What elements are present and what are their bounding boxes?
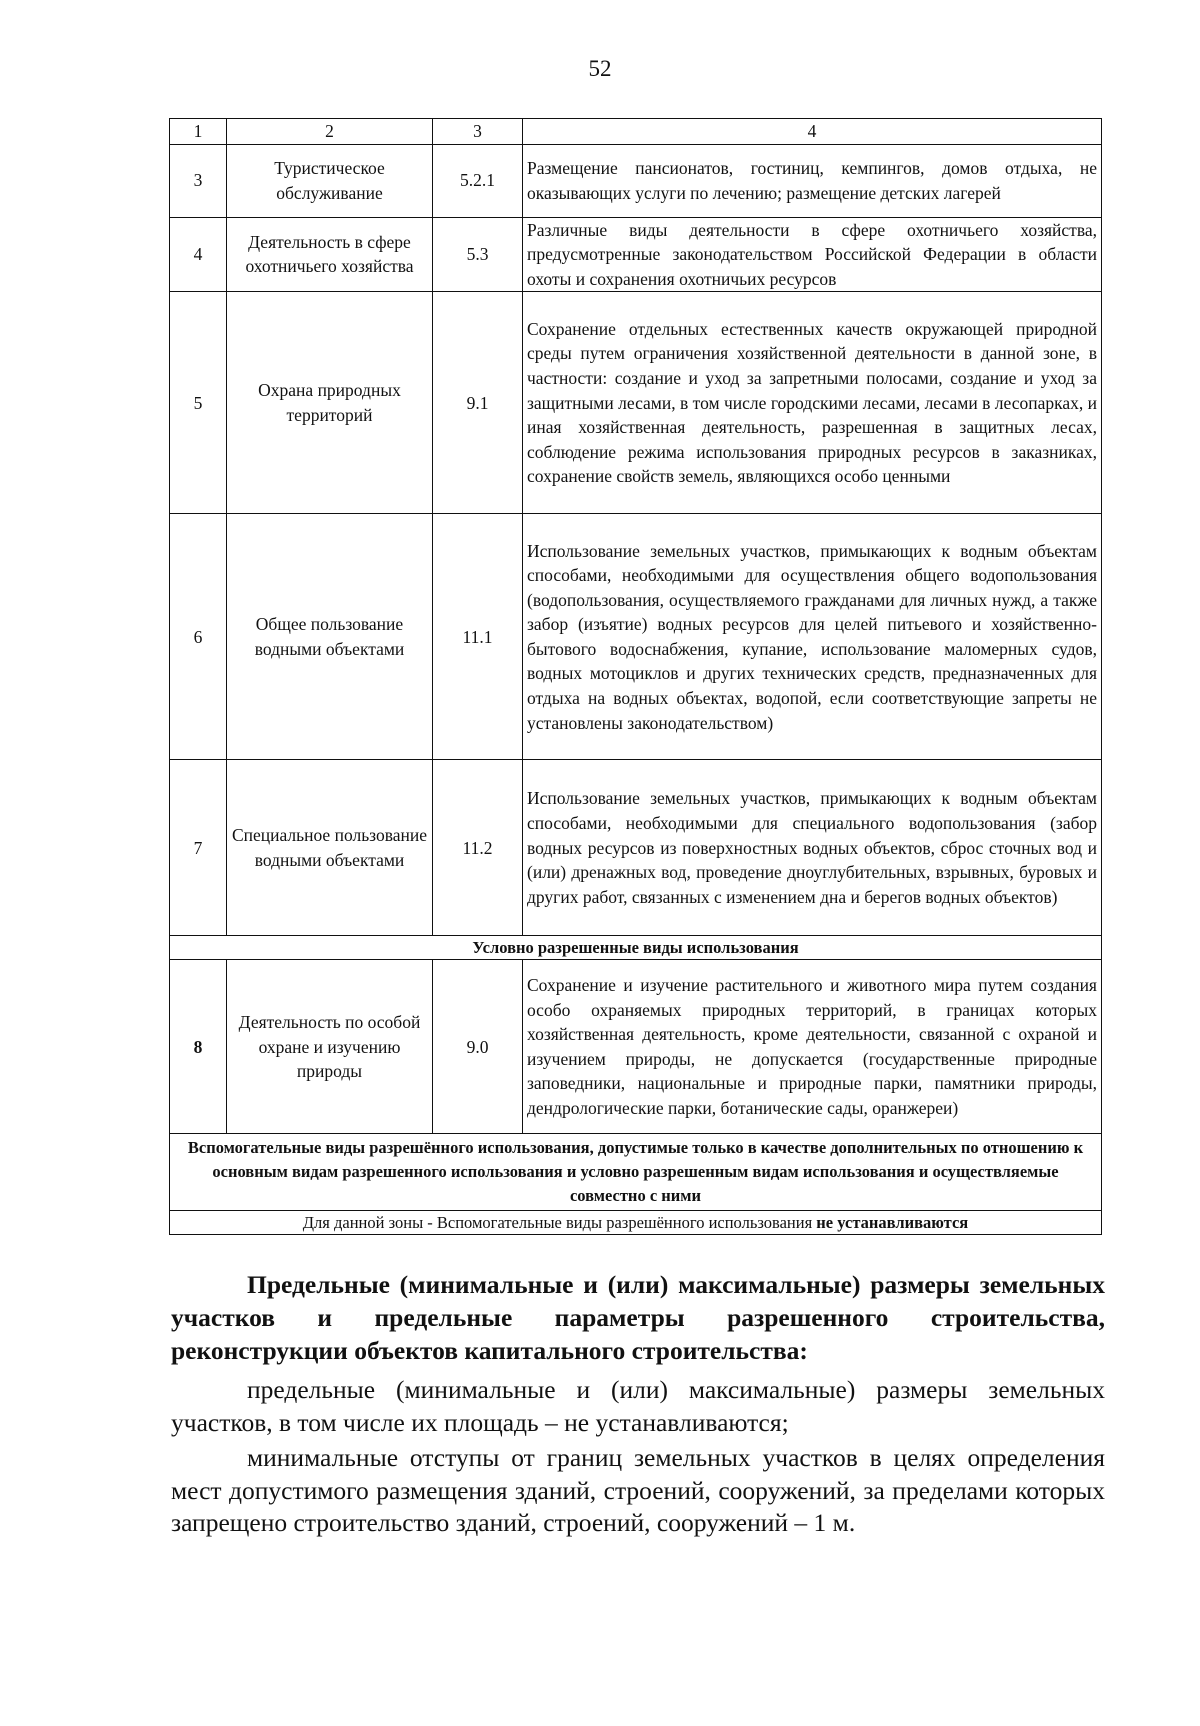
table-header-row bbox=[170, 119, 1102, 145]
zone-note-bold: не устанавливаются bbox=[816, 1213, 969, 1233]
conditional-section-title: Условно разрешенные виды использования bbox=[170, 936, 1102, 960]
table-row bbox=[170, 144, 1102, 217]
use-type-code: 11.2 bbox=[433, 760, 523, 936]
paragraph-setbacks: минимальные отступы от границ земельных участков в целях определения мест допустимого размещения зданий, строений, сооружений, за пределами которых запрещено строительство зданий, строений, сооружений – 1 м. bbox=[171, 1443, 1105, 1537]
column-header: 4 bbox=[523, 119, 1102, 145]
section-heading: Предельные (минимальные и (или) максимальные) размеры земельных участков и предельные параметры разрешенного строительства, реконструкции объектов капитального строительства: bbox=[171, 1270, 1105, 1365]
row-number: 4 bbox=[170, 217, 227, 292]
use-type-name: Охрана природных территорий bbox=[227, 292, 433, 514]
use-type-description: Использование земельных участков, примыкающих к водным объектам способами, необходимыми для осуществления общего водопользования (водопользования, осуществляемого гражданами для личных нужд, а также забор (изъятие) водных ресурсов для целей питьевого и хозяйственно-бытового водоснабжения, купание, использование маломерных судов, водных мотоциклов и других технических средств, предназначенных для отдыха на водных объектах, водопой, если соответствующие запреты не установлены законодательством) bbox=[523, 514, 1102, 760]
table-row bbox=[170, 760, 1102, 936]
row-number: 7 bbox=[170, 760, 227, 936]
column-header: 2 bbox=[227, 119, 433, 145]
land-use-table bbox=[169, 118, 1102, 1235]
use-type-description: Различные виды деятельности в сфере охотничьего хозяйства, предусмотренные законодательством Российской Федерации в области охоты и сохранения охотничьих ресурсов bbox=[523, 217, 1102, 292]
table-row bbox=[170, 292, 1102, 514]
row-number: 5 bbox=[170, 292, 227, 514]
paragraph-plot-size: предельные (минимальные и (или) максимальные) размеры земельных участков, в том числе их площадь – не устанавливаются; bbox=[171, 1375, 1105, 1437]
use-type-description: Размещение пансионатов, гостиниц, кемпингов, домов отдыха, не оказывающих услуги по лечению; размещение детских лагерей bbox=[523, 144, 1102, 217]
use-type-name: Деятельность в сфере охотничьего хозяйства bbox=[227, 217, 433, 292]
use-type-name: Специальное пользование водными объектами bbox=[227, 760, 433, 936]
use-type-code: 5.3 bbox=[433, 217, 523, 292]
use-type-code: 9.0 bbox=[433, 960, 523, 1134]
column-header: 3 bbox=[433, 119, 523, 145]
section-header-row bbox=[170, 936, 1102, 960]
row-number: 3 bbox=[170, 144, 227, 217]
section-header-row bbox=[170, 1134, 1102, 1211]
row-number: 6 bbox=[170, 514, 227, 760]
use-type-description: Использование земельных участков, примыкающих к водным объектам способами, необходимыми для специального водопользования (забор водных ресурсов из поверхностных водных объектов, сброс сточных вод и (или) дренажных вод, проведение дноуглубительных, взрывных, буровых и других работ, связанных с изменением дна и берегов водных объектов) bbox=[523, 760, 1102, 936]
use-type-name: Общее пользование водными объектами bbox=[227, 514, 433, 760]
zone-note-row bbox=[170, 1211, 1102, 1235]
use-type-description: Сохранение и изучение растительного и животного мира путем создания особо охраняемых природных территорий, в границах которых хозяйственная деятельность, кроме деятельности, связанной с охраной и изучением природы, не допускается (государственные природные заповедники, национальные и природные парки, памятники природы, дендрологические парки, ботанические сады, оранжереи) bbox=[523, 960, 1102, 1134]
use-type-code: 5.2.1 bbox=[433, 144, 523, 217]
page-number: 52 bbox=[588, 56, 612, 81]
use-type-description: Сохранение отдельных естественных качеств окружающей природной среды путем ограничения хозяйственной деятельности в данной зоне, в частности: создание и уход за запретными полосами, создание и уход за защитными лесами, в том числе городскими лесами, лесами в лесопарках, и иная хозяйственная деятельность, разрешенная в защитных лесах, соблюдение режима использования природных ресурсов в заказниках, сохранение свойств земель, являющихся особо ценными bbox=[523, 292, 1102, 514]
use-type-name: Деятельность по особой охране и изучению природы bbox=[227, 960, 433, 1134]
table-row bbox=[170, 960, 1102, 1134]
table-row bbox=[170, 514, 1102, 760]
use-type-code: 11.1 bbox=[433, 514, 523, 760]
auxiliary-section-title: Вспомогательные виды разрешённого использования, допустимые только в качестве дополнительных по отношению к основным видам разрешенного использования и условно разрешенным видам использования и осуществляемые совместно с ними bbox=[170, 1134, 1102, 1211]
use-type-name: Туристическое обслуживание bbox=[227, 144, 433, 217]
zone-note-prefix: Для данной зоны - Вспомогательные виды разрешённого использования bbox=[302, 1213, 817, 1233]
use-type-code: 9.1 bbox=[433, 292, 523, 514]
row-number: 8 bbox=[170, 960, 227, 1134]
table-row bbox=[170, 217, 1102, 292]
column-header: 1 bbox=[170, 119, 227, 145]
zone-note bbox=[170, 1211, 1102, 1235]
